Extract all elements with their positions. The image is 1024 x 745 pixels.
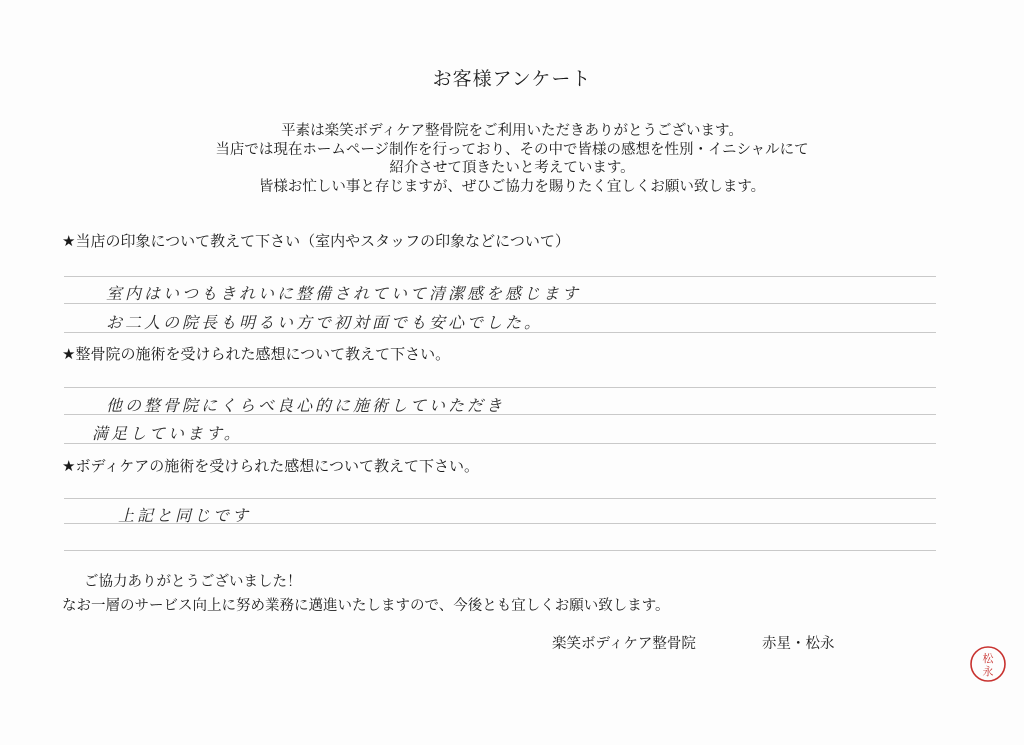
- intro-text: [0, 122, 1024, 196]
- question-3: ★ボディケアの施術を受けられた感想について教えて下さい。: [62, 457, 479, 475]
- page-title: お客様アンケート: [432, 68, 592, 90]
- intro-line: 皆様お忙しい事と存じますが、ぜひご協力を賜りたく宜しくお願い致します。: [258, 178, 766, 195]
- answer-2-line-1: 他の整骨院にくらべ良心的に施術していただき: [106, 396, 506, 415]
- name-seal-stamp: [968, 644, 1008, 684]
- question-1: ★当店の印象について教えて下さい（室内やスタッフの印象などについて）: [62, 232, 570, 250]
- closing-message: なお一層のサービス向上に努め業務に邁進いたしますので、今後とも宜しくお願い致します。: [62, 598, 670, 614]
- clinic-name: 楽笑ボディケア整骨院: [552, 636, 696, 652]
- answer-1-line-2: お二人の院長も明るい方で初対面でも安心でした。: [106, 313, 544, 332]
- intro-line: 当店では現在ホームページ制作を行っており、その中で皆様の感想を性別・イニシャルにて: [215, 141, 809, 158]
- answer-line: [64, 387, 936, 388]
- seal-char-1: 松: [982, 652, 994, 665]
- answer-line: [64, 550, 936, 551]
- answer-2-line-2: 満足しています。: [92, 424, 243, 443]
- seal-char-2: 永: [982, 665, 994, 678]
- intro-line: 紹介させて頂きたいと考えています。: [389, 160, 635, 176]
- answer-3-line-1: 上記と同じです: [118, 506, 252, 525]
- answer-1-line-1: 室内はいつもきれいに整備されていて清潔感を感じます: [106, 284, 582, 303]
- intro-line: 平素は楽笑ボディケア整骨院をご利用いただきありがとうございます。: [281, 123, 743, 139]
- answer-line: [64, 498, 936, 499]
- closing-thanks: ご協力ありがとうございました！: [84, 574, 302, 590]
- answer-line: [64, 276, 936, 277]
- staff-names: 赤星・松永: [762, 636, 835, 652]
- question-2: ★整骨院の施術を受けられた感想について教えて下さい。: [62, 345, 451, 363]
